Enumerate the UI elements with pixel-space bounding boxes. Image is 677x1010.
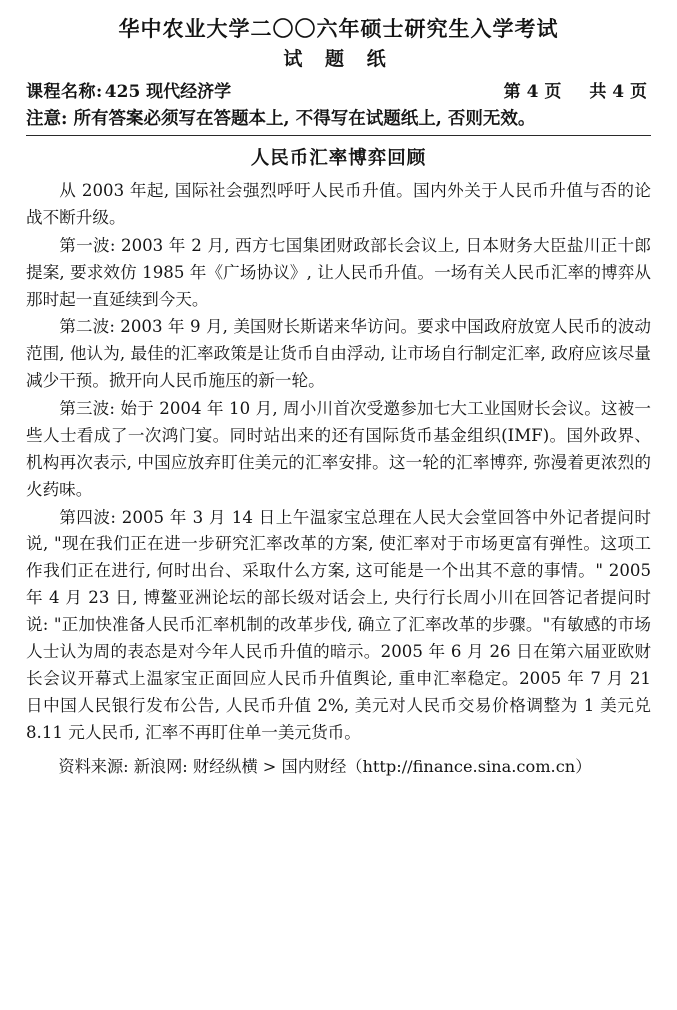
page-total: 共 4 页	[589, 82, 647, 103]
page-subtitle: 试 题 纸	[283, 48, 394, 71]
course-label: 课程名称:	[26, 82, 103, 103]
article-source: 资料来源: 新浪网: 财经纵横 > 国内财经（http://finance.sina.com.cn）	[58, 757, 592, 777]
article-paragraph: 第二波: 2003 年 9 月, 美国财长斯诺来华访问。要求中国政府放宽人民币的波动范围, 他认为, 最佳的汇率政策是让货币自由浮动, 让市场自行制定汇率, 政府应该尽量减少干预。掀开向人民币施压的新一轮。	[26, 317, 651, 391]
page-current: 第 4 页	[503, 82, 562, 103]
page-number-group	[504, 77, 651, 102]
article-paragraph: 第四波: 2005 年 3 月 14 日上午温家宝总理在人民大会堂回答中外记者提问时说, "现在我们正在进一步研究汇率改革的方案, 使汇率对于市场更富有弹性。这项工作我们正在进行, 何时出台、采取什么方案, 这可能是一个出其不意的事情。" 2005 年 4 月 23 日, 博鳌亚洲论坛的部长级对话会上, 央行行长周小川在回答记者提问时说: "正加快准备人民币汇率机制的改革步伐, 确立了汇率改革的步骤。"有敏感的市场人士认为周的表态是对今年人民币升值的暗示。2005 年 6 月 26 日在第六届亚欧财长会议开幕式上温家宝正面回应人民币升值舆论, 重申汇率稳定。2005 年 7 月 21 日中国人民银行发布公告, 人民币升值 2%, 美元对人民币交易价格调整为 1 美元兑 8.11 元人民币, 汇率不再盯住单一美元货币。	[26, 507, 651, 742]
article-title: 人民币汇率博弈回顾	[250, 148, 427, 169]
header-divider	[26, 135, 651, 136]
course-value: 425 现代经济学	[104, 82, 232, 103]
notice-text: 注意: 所有答案必须写在答题本上, 不得写在试题纸上, 否则无效。	[26, 109, 536, 130]
article-paragraph: 从 2003 年起, 国际社会强烈呼吁人民币升值。国内外关于人民币升值与否的论战不断升级。	[26, 181, 651, 227]
article-paragraph: 第三波: 始于 2004 年 10 月, 周小川首次受邀参加七大工业国财长会议。这被一些人士看成了一次鸿门宴。同时站出来的还有国际货币基金组织(IMF)。国外政界、机构再次表示, 中国应放弃盯住美元的汇率安排。这一轮的汇率博弈, 弥漫着更浓烈的火药味。	[26, 399, 651, 499]
course-info-row	[26, 77, 651, 102]
page-title: 华中农业大学二〇〇六年硕士研究生入学考试	[118, 16, 559, 41]
article-paragraph: 第一波: 2003 年 2 月, 西方七国集团财政部长会议上, 日本财务大臣盐川正十郎提案, 要求效仿 1985 年《广场协议》, 让人民币升值。一场有关人民币汇率的博弈从那时起一直延续到今天。	[26, 235, 651, 309]
blank-area	[26, 780, 651, 1010]
